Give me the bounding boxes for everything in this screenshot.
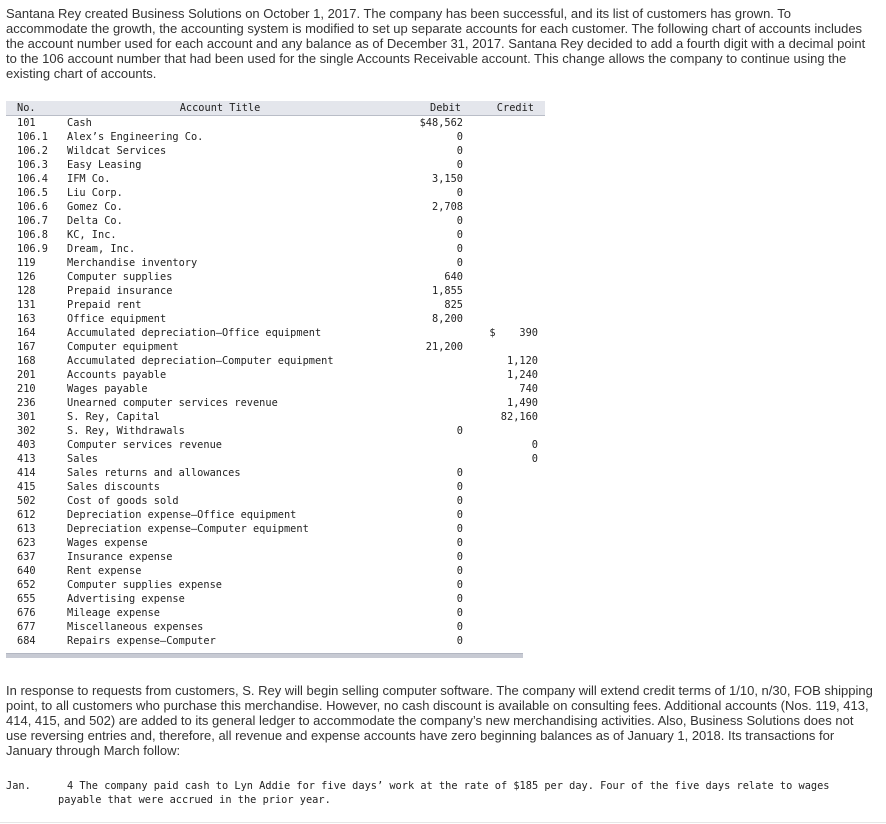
table-row (6, 424, 545, 438)
table-row (6, 242, 545, 256)
account-number: 302 (17, 425, 36, 437)
transaction-line-1: 4 The company paid cash to Lyn Addie for five days’ work at the rate of $185 per day. Four of the five days relate to wages (67, 780, 830, 792)
account-title: Sales returns and allowances (67, 467, 241, 479)
debit-amount (373, 368, 466, 382)
table-row (6, 116, 545, 131)
credit-cell (466, 550, 545, 564)
debit-amount (373, 354, 466, 368)
debit-amount: 0 (456, 635, 463, 647)
table-row (6, 256, 545, 270)
header-credit: Credit (466, 101, 545, 116)
account-number: 413 (17, 453, 36, 465)
debit-amount: $48,562 (419, 117, 463, 129)
table-row (6, 522, 545, 536)
account-title: Computer equipment (67, 341, 179, 353)
credit-cell (466, 592, 545, 606)
credit-cell (466, 200, 545, 214)
debit-amount: 0 (456, 565, 463, 577)
account-number: 403 (17, 439, 36, 451)
credit-cell (466, 480, 545, 494)
account-title: Alex’s Engineering Co. (67, 131, 204, 143)
table-row (6, 508, 545, 522)
table-row (6, 550, 545, 564)
table-row (6, 480, 545, 494)
debit-amount: 640 (444, 271, 463, 283)
account-number: 119 (17, 257, 36, 269)
credit-cell (466, 536, 545, 550)
debit-amount: 0 (456, 159, 463, 171)
table-row (6, 172, 545, 186)
credit-cell (466, 438, 545, 452)
account-title: Wages payable (67, 383, 148, 395)
account-title: Miscellaneous expenses (67, 621, 204, 633)
account-number: 128 (17, 285, 36, 297)
account-number: 301 (17, 411, 36, 423)
credit-cell (466, 116, 545, 131)
credit-amount: 1,490 (507, 397, 538, 409)
table-row (6, 410, 545, 424)
account-title: Unearned computer services revenue (67, 397, 278, 409)
credit-cell (466, 312, 545, 326)
debit-amount: 2,708 (432, 201, 463, 213)
credit-cell (466, 522, 545, 536)
table-row (6, 284, 545, 298)
account-number: 106.9 (17, 243, 48, 255)
table-row (6, 494, 545, 508)
credit-cell (466, 228, 545, 242)
account-title: Sales (67, 453, 98, 465)
credit-cell (466, 452, 545, 466)
debit-amount: 0 (456, 467, 463, 479)
table-row (6, 382, 545, 396)
table-row (6, 158, 545, 172)
debit-amount: 0 (456, 551, 463, 563)
account-title: Wages expense (67, 537, 148, 549)
account-title: Office equipment (67, 313, 167, 325)
account-number: 210 (17, 383, 36, 395)
debit-amount: 21,200 (425, 341, 463, 353)
account-number: 637 (17, 551, 36, 563)
debit-amount: 0 (456, 579, 463, 591)
table-row (6, 578, 545, 592)
header-no: No. (6, 101, 67, 116)
transaction-month: Jan. (6, 780, 31, 792)
debit-amount: 0 (456, 425, 463, 437)
account-title: KC, Inc. (67, 229, 117, 241)
credit-amount: 0 (531, 453, 538, 465)
account-number: 652 (17, 579, 36, 591)
debit-amount: 0 (456, 607, 463, 619)
credit-cell (466, 158, 545, 172)
debit-amount: 0 (456, 523, 463, 535)
table-row (6, 620, 545, 634)
table-row (6, 144, 545, 158)
debit-amount: 8,200 (432, 313, 463, 325)
account-title: Advertising expense (67, 593, 185, 605)
account-title: Accumulated depreciation—Computer equipment (67, 355, 334, 367)
account-title: Gomez Co. (67, 201, 123, 213)
debit-amount: 3,150 (432, 173, 463, 185)
debit-amount: 0 (456, 187, 463, 199)
credit-cell (466, 340, 545, 354)
account-title: Computer services revenue (67, 439, 222, 451)
account-number: 684 (17, 635, 36, 647)
bottom-divider (0, 822, 886, 823)
credit-cell (466, 186, 545, 200)
debit-amount: 0 (456, 509, 463, 521)
table-row (6, 592, 545, 606)
table-row (6, 298, 545, 312)
table-row (6, 200, 545, 214)
table-bottom-bar (6, 653, 523, 658)
credit-cell (466, 368, 545, 382)
debit-amount: 1,855 (432, 285, 463, 297)
credit-cell (466, 620, 545, 634)
account-title: Liu Corp. (67, 187, 123, 199)
credit-cell (466, 508, 545, 522)
credit-cell (466, 354, 545, 368)
debit-amount (373, 396, 466, 410)
account-title: Computer supplies (67, 271, 173, 283)
header-debit: Debit (373, 101, 466, 116)
account-title: Mileage expense (67, 607, 160, 619)
account-title: Accumulated depreciation—Office equipment (67, 327, 322, 339)
account-title: Repairs expense—Computer (67, 635, 216, 647)
credit-cell (466, 410, 545, 424)
credit-currency-sign: $ (489, 327, 496, 339)
account-number: 106.1 (17, 131, 48, 143)
credit-amount: 390 (519, 327, 538, 339)
account-number: 106.4 (17, 173, 48, 185)
credit-cell (466, 564, 545, 578)
debit-amount: 825 (444, 299, 463, 311)
table-row (6, 564, 545, 578)
credit-cell (466, 298, 545, 312)
account-title: IFM Co. (67, 173, 111, 185)
debit-amount: 0 (456, 257, 463, 269)
account-title: Wildcat Services (67, 145, 167, 157)
credit-cell (466, 214, 545, 228)
transaction-line-2: payable that were accrued in the prior year. (58, 794, 331, 806)
account-title: Dream, Inc. (67, 243, 136, 255)
merchandising-paragraph: In response to requests from customers, S. Rey will begin selling computer software. The company will extend credit terms of 1/10, n/30, FOB shipping point, to all customers who purchase this merchandise. However, no cash discount is available on consulting fees. Additional accounts (Nos. 119, 413, 414, 415, and 502) are added to its general ledger to accommodate the company’s new merchandising activities. Also, Business Solutions does not use reversing entries and, therefore, all revenue and expense accounts have zero beginning balances as of January 1, 2018. Its transactions for January through March follow: (6, 683, 873, 758)
table-row (6, 214, 545, 228)
credit-cell (466, 494, 545, 508)
credit-cell (466, 144, 545, 158)
account-title: Easy Leasing (67, 159, 142, 171)
table-row (6, 634, 545, 648)
debit-amount: 0 (456, 215, 463, 227)
account-number: 623 (17, 537, 36, 549)
debit-amount: 0 (456, 229, 463, 241)
account-number: 414 (17, 467, 36, 479)
credit-amount: 1,240 (507, 369, 538, 381)
debit-amount: 0 (456, 481, 463, 493)
table-row (6, 270, 545, 284)
account-number: 612 (17, 509, 36, 521)
table-row (6, 606, 545, 620)
account-number: 163 (17, 313, 36, 325)
credit-amount: 82,160 (500, 411, 538, 423)
account-number: 106.7 (17, 215, 48, 227)
account-number: 106.8 (17, 229, 48, 241)
account-title: Sales discounts (67, 481, 160, 493)
header-account-title: Account Title (67, 101, 373, 116)
debit-amount (373, 410, 466, 424)
credit-amount: 1,120 (507, 355, 538, 367)
credit-cell (466, 382, 545, 396)
credit-cell (466, 242, 545, 256)
debit-amount (373, 382, 466, 396)
account-number: 676 (17, 607, 36, 619)
account-title: Rent expense (67, 565, 142, 577)
account-title: S. Rey, Capital (67, 411, 160, 423)
debit-amount (373, 452, 466, 466)
table-row (6, 186, 545, 200)
debit-amount: 0 (456, 537, 463, 549)
credit-cell (466, 284, 545, 298)
account-number: 168 (17, 355, 36, 367)
table-row (6, 228, 545, 242)
credit-cell (466, 172, 545, 186)
credit-cell (466, 634, 545, 648)
credit-cell (466, 326, 545, 340)
account-title: Depreciation expense—Office equipment (67, 509, 297, 521)
account-number: 126 (17, 271, 36, 283)
account-title: Depreciation expense—Computer equipment (67, 523, 309, 535)
account-number: 106.6 (17, 201, 48, 213)
table-row (6, 536, 545, 550)
account-title: Cost of goods sold (67, 495, 179, 507)
account-number: 131 (17, 299, 36, 311)
credit-cell (466, 256, 545, 270)
account-number: 236 (17, 397, 36, 409)
credit-cell (466, 606, 545, 620)
table-row (6, 368, 545, 382)
account-title: Cash (67, 117, 92, 129)
intro-paragraph: Santana Rey created Business Solutions on October 1, 2017. The company has been successful, and its list of customers has grown. To accommodate the growth, the accounting system is modified to set up separate accounts for each customer. The following chart of accounts includes the account number used for each account and any balance as of December 31, 2017. Santana Rey decided to add a fourth digit with a decimal point to the 106 account number that had been used for the single Accounts Receivable account. This change allows the company to continue using the existing chart of accounts. (6, 6, 866, 81)
account-number: 106.3 (17, 159, 48, 171)
account-number: 101 (17, 117, 36, 129)
credit-cell (466, 396, 545, 410)
credit-cell (466, 270, 545, 284)
account-number: 415 (17, 481, 36, 493)
credit-cell (466, 466, 545, 480)
table-row (6, 130, 545, 144)
account-title: Delta Co. (67, 215, 123, 227)
account-number: 164 (17, 327, 36, 339)
account-title: Computer supplies expense (67, 579, 222, 591)
debit-amount: 0 (456, 621, 463, 633)
table-row (6, 466, 545, 480)
table-row (6, 340, 545, 354)
debit-amount (373, 326, 466, 340)
debit-amount: 0 (456, 495, 463, 507)
account-number: 613 (17, 523, 36, 535)
table-row (6, 326, 545, 340)
debit-amount: 0 (456, 243, 463, 255)
debit-amount: 0 (456, 131, 463, 143)
table-row (6, 396, 545, 410)
account-number: 201 (17, 369, 36, 381)
account-title: Prepaid rent (67, 299, 142, 311)
credit-amount: 740 (519, 383, 538, 395)
account-number: 655 (17, 593, 36, 605)
table-header-row (6, 101, 545, 116)
account-title: Merchandise inventory (67, 257, 198, 269)
table-row (6, 312, 545, 326)
debit-amount (373, 438, 466, 452)
table-row (6, 354, 545, 368)
account-number: 677 (17, 621, 36, 633)
account-title: Prepaid insurance (67, 285, 173, 297)
table-row (6, 438, 545, 452)
debit-amount: 0 (456, 593, 463, 605)
account-number: 640 (17, 565, 36, 577)
debit-amount: 0 (456, 145, 463, 157)
account-title: Accounts payable (67, 369, 167, 381)
account-number: 106.2 (17, 145, 48, 157)
table-row (6, 452, 545, 466)
credit-cell (466, 130, 545, 144)
account-title: S. Rey, Withdrawals (67, 425, 185, 437)
account-number: 106.5 (17, 187, 48, 199)
account-title: Insurance expense (67, 551, 173, 563)
credit-cell (466, 424, 545, 438)
credit-amount: 0 (531, 439, 538, 451)
credit-cell (466, 578, 545, 592)
chart-of-accounts-table (6, 101, 545, 648)
account-number: 502 (17, 495, 36, 507)
account-number: 167 (17, 341, 36, 353)
